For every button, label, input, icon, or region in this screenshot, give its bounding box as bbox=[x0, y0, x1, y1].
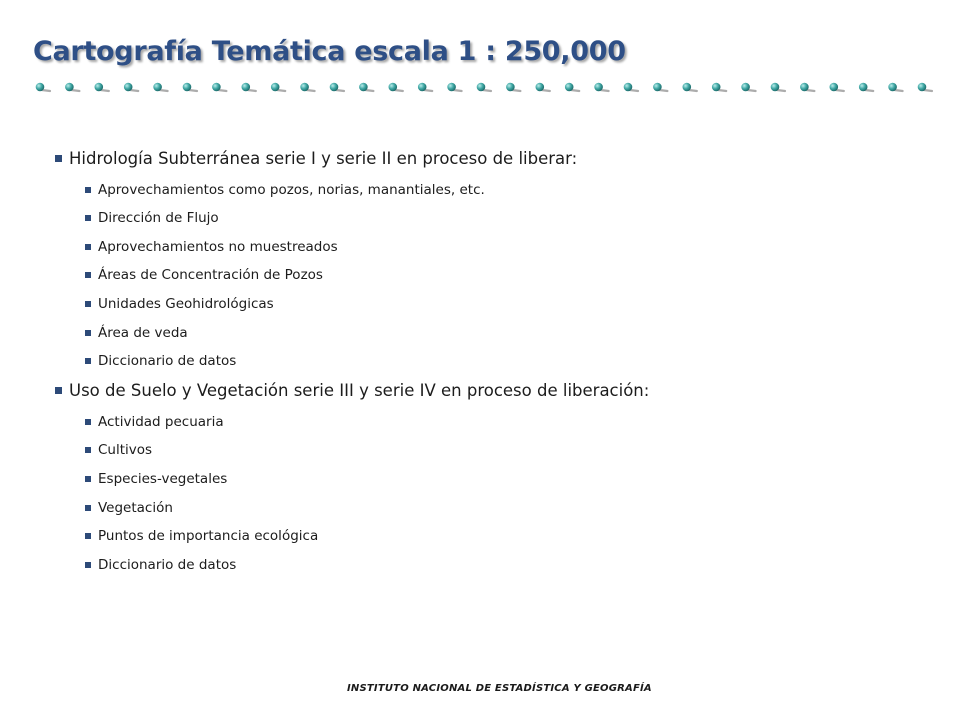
decorative-dot bbox=[653, 83, 662, 92]
list-item-text: Unidades Geohidrológicas bbox=[98, 295, 274, 312]
dot-shadow bbox=[806, 90, 814, 91]
decorative-dot bbox=[477, 83, 486, 92]
dot-shadow bbox=[777, 90, 785, 91]
decorative-dot bbox=[389, 83, 398, 92]
list-item-text: Vegetación bbox=[98, 499, 173, 516]
dot-shadow bbox=[689, 90, 697, 91]
dot-shadow bbox=[424, 90, 432, 91]
dot-shadow bbox=[160, 90, 168, 91]
square-bullet-icon bbox=[85, 244, 91, 250]
dot-shadow bbox=[248, 90, 256, 91]
decorative-dot bbox=[741, 83, 750, 92]
dot-shadow bbox=[42, 90, 50, 91]
decorative-dot bbox=[594, 83, 603, 92]
list-item bbox=[55, 294, 935, 314]
decorative-dot bbox=[212, 83, 221, 92]
square-bullet-icon bbox=[85, 505, 91, 511]
section-heading-hidrologia bbox=[55, 147, 935, 171]
decorative-dot bbox=[800, 83, 809, 92]
decorative-dot bbox=[95, 83, 104, 92]
list-item-text: Cultivos bbox=[98, 442, 153, 459]
decorative-dot bbox=[330, 83, 339, 92]
square-bullet-icon bbox=[85, 562, 91, 568]
dot-shadow bbox=[865, 90, 873, 91]
dot-shadow bbox=[101, 90, 109, 91]
dot-shadow bbox=[189, 90, 197, 91]
dot-shadow bbox=[748, 90, 756, 91]
section-heading-text: Uso de Suelo y Vegetación serie III y serie IV en proceso de liberación: bbox=[69, 381, 650, 401]
decorative-dot bbox=[506, 83, 515, 92]
dot-shadow bbox=[571, 90, 579, 91]
decorative-dot bbox=[683, 83, 692, 92]
decorative-dot bbox=[859, 83, 868, 92]
dot-shadow bbox=[895, 90, 903, 91]
dot-shadow bbox=[277, 90, 285, 91]
decorative-dot bbox=[271, 83, 280, 92]
dot-shadow bbox=[218, 90, 226, 91]
list-item bbox=[55, 180, 935, 200]
list-item bbox=[55, 498, 935, 518]
dot-shadow bbox=[483, 90, 491, 91]
dot-shadow bbox=[454, 90, 462, 91]
list-item bbox=[55, 265, 935, 285]
list-item bbox=[55, 323, 935, 343]
list-item-text: Actividad pecuaria bbox=[98, 413, 224, 430]
square-bullet-icon bbox=[85, 419, 91, 425]
dot-shadow bbox=[924, 90, 932, 91]
square-bullet-icon bbox=[85, 301, 91, 307]
dot-row-graphic bbox=[30, 78, 940, 98]
dot-shadow bbox=[512, 90, 520, 91]
square-bullet-icon bbox=[85, 447, 91, 453]
list-item-text: Diccionario de datos bbox=[98, 556, 237, 573]
dot-shadow bbox=[718, 90, 726, 91]
square-bullet-icon bbox=[85, 358, 91, 364]
decorative-dot bbox=[830, 83, 839, 92]
decorative-dot bbox=[447, 83, 456, 92]
content-area bbox=[55, 147, 935, 575]
decorative-dot bbox=[65, 83, 74, 92]
list-item-text: Puntos de importancia ecológica bbox=[98, 528, 319, 545]
decorative-dot bbox=[183, 83, 192, 92]
decorative-dot bbox=[242, 83, 251, 92]
dot-shadow bbox=[542, 90, 550, 91]
decorative-dot bbox=[918, 83, 927, 92]
dot-shadow bbox=[630, 90, 638, 91]
dot-shadow bbox=[601, 90, 609, 91]
list-item bbox=[55, 440, 935, 460]
square-bullet-icon bbox=[85, 187, 91, 193]
square-bullet-icon bbox=[85, 476, 91, 482]
slide-title: Cartografía Temática escala 1 : 250,000 bbox=[33, 36, 626, 67]
list-item-text: Diccionario de datos bbox=[98, 353, 237, 370]
square-bullet-icon bbox=[85, 533, 91, 539]
dot-shadow bbox=[71, 90, 79, 91]
decorative-dot bbox=[712, 83, 721, 92]
decorative-dot bbox=[36, 83, 45, 92]
decorative-dot bbox=[536, 83, 545, 92]
decorative-dot bbox=[124, 83, 133, 92]
dot-shadow bbox=[836, 90, 844, 91]
section-heading-text: Hidrología Subterránea serie I y serie II en proceso de liberar: bbox=[69, 149, 578, 168]
list-item bbox=[55, 469, 935, 489]
dot-shadow bbox=[307, 90, 315, 91]
list-item-text: Aprovechamientos no muestreados bbox=[98, 238, 338, 255]
list-item bbox=[55, 351, 935, 371]
dot-shadow bbox=[659, 90, 667, 91]
square-bullet-icon bbox=[85, 330, 91, 336]
list-item-text: Dirección de Flujo bbox=[98, 210, 219, 227]
list-item-text: Áreas de Concentración de Pozos bbox=[98, 267, 323, 284]
decorative-dot bbox=[888, 83, 897, 92]
decorative-dot bbox=[153, 83, 162, 92]
decorative-dot bbox=[300, 83, 309, 92]
decorative-dot bbox=[359, 83, 368, 92]
list-item-text: Aprovechamientos como pozos, norias, manantiales, etc. bbox=[98, 181, 485, 198]
square-bullet-icon bbox=[85, 215, 91, 221]
decorative-dot bbox=[565, 83, 574, 92]
list-item bbox=[55, 555, 935, 575]
section-heading-uso-de-suelo bbox=[55, 379, 935, 403]
list-item bbox=[55, 237, 935, 257]
decorative-dot bbox=[624, 83, 633, 92]
decorative-dot bbox=[418, 83, 427, 92]
decorative-dot bbox=[771, 83, 780, 92]
footer-institution: INSTITUTO NACIONAL DE ESTADÍSTICA Y GEOGRAFÍA bbox=[347, 683, 652, 694]
dot-shadow bbox=[130, 90, 138, 91]
square-bullet-icon bbox=[55, 387, 62, 394]
list-item bbox=[55, 208, 935, 228]
square-bullet-icon bbox=[55, 155, 62, 162]
list-item bbox=[55, 412, 935, 432]
square-bullet-icon bbox=[85, 272, 91, 278]
dot-shadow bbox=[336, 90, 344, 91]
dot-shadow bbox=[395, 90, 403, 91]
list-item bbox=[55, 526, 935, 546]
decorative-dot-row bbox=[30, 78, 940, 98]
list-item-text: Área de veda bbox=[98, 324, 188, 341]
dot-shadow bbox=[365, 90, 373, 91]
list-item-text: Especies-vegetales bbox=[98, 470, 228, 487]
